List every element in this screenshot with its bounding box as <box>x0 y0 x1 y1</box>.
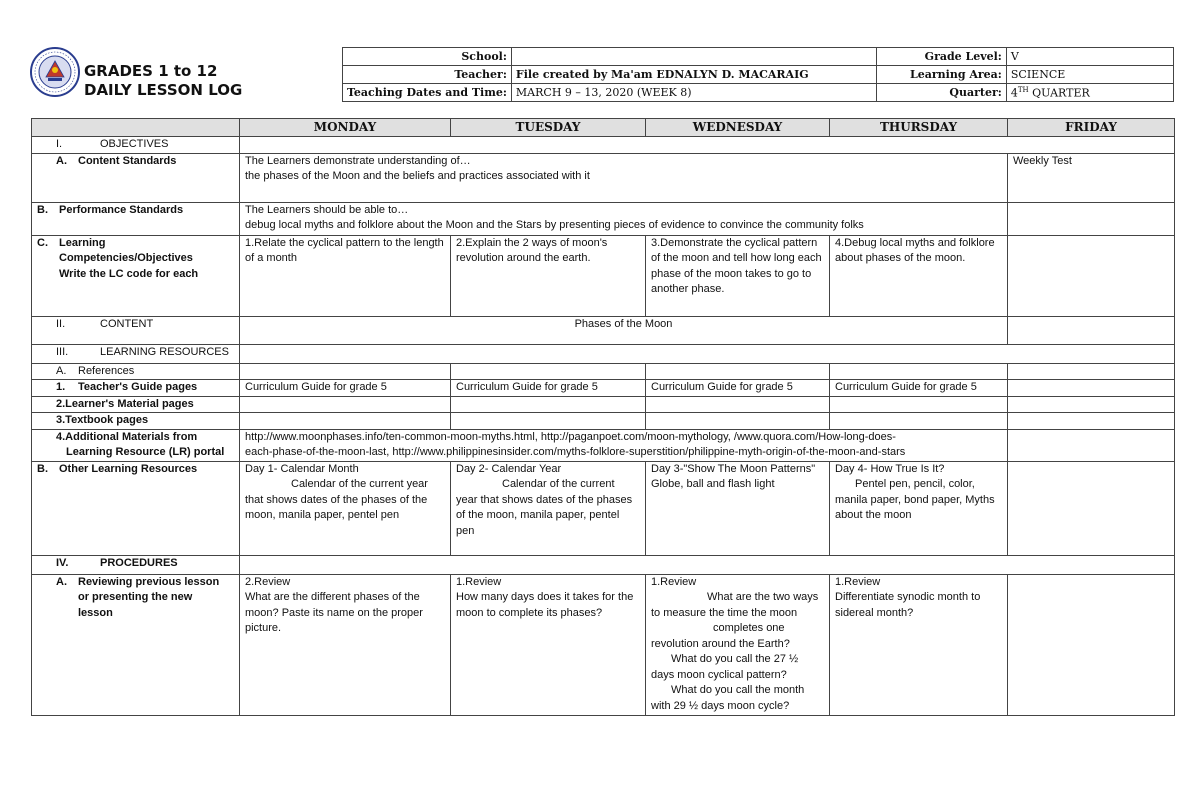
textbook-pages-label: 3.Textbook pages <box>32 413 240 430</box>
teaching-dates-label: Teaching Dates and Time: <box>343 84 512 102</box>
learners-material-label: 2.Learner's Material pages <box>32 396 240 413</box>
performance-standards-value: The Learners should be able to… debug local myths and folklore about the Moon and the Stars by presenting pieces of evidence to convince the community folks <box>240 202 1008 235</box>
content-heading: II. CONTENT <box>32 316 240 344</box>
other-learning-resources-label: B. Other Learning Resources <box>32 461 240 555</box>
quarter-value: 4TH QUARTER <box>1006 84 1173 102</box>
tg-wednesday: Curriculum Guide for grade 5 <box>646 380 830 397</box>
teachers-guide-label: 1. Teacher's Guide pages <box>32 380 240 397</box>
day-header-thursday: THURSDAY <box>830 119 1008 137</box>
title-line-2: DAILY LESSON LOG <box>84 81 243 99</box>
review-monday: 2.Review What are the different phases of the moon? Paste its name on the proper picture. <box>240 574 451 715</box>
olr-thursday: Day 4- How True Is It? Pentel pen, pencil, color, manila paper, bond paper, Myths about the moon <box>830 461 1008 555</box>
tg-monday: Curriculum Guide for grade 5 <box>240 380 451 397</box>
quarter-label: Quarter: <box>877 84 1007 102</box>
document-title <box>84 62 242 100</box>
friday-weekly-test: Weekly Test <box>1008 153 1175 202</box>
learning-area-value: SCIENCE <box>1006 66 1173 84</box>
review-wednesday: 1.Review What are the two ways to measure the time the moon completes one revolution around the Earth? What do you call the 27 ½ days moon cyclical pattern? What do you call the month with 29 ½ days moon cycle? <box>646 574 830 715</box>
day-header-friday: FRIDAY <box>1008 119 1175 137</box>
tg-tuesday: Curriculum Guide for grade 5 <box>451 380 646 397</box>
olr-tuesday: Day 2- Calendar Year Calendar of the current year that shows dates of the phases of the moon, manila paper, pentel pen <box>451 461 646 555</box>
corner-cell <box>32 119 240 137</box>
reviewing-previous-lesson-label: A. Reviewing previous lesson or presenting the new lesson <box>32 574 240 715</box>
school-value <box>511 48 876 66</box>
olr-monday: Day 1- Calendar Month Calendar of the current year that shows dates of the phases of the moon, manila paper, pentel pen <box>240 461 451 555</box>
daily-lesson-log-table <box>31 118 1175 716</box>
content-value: Phases of the Moon <box>240 316 1008 344</box>
lc-monday: 1.Relate the cyclical pattern to the length of a month <box>240 235 451 316</box>
additional-materials-label: 4.Additional Materials from Learning Resource (LR) portal <box>32 429 240 461</box>
content-standards-value: The Learners demonstrate understanding of… the phases of the Moon and the beliefs and practices associated with it <box>240 153 1008 202</box>
learning-area-label: Learning Area: <box>877 66 1007 84</box>
learning-competencies-label: C. Learning Competencies/Objectives Write the LC code for each <box>32 235 240 316</box>
teacher-value: File created by Ma'am EDNALYN D. MACARAIG <box>511 66 876 84</box>
lc-tuesday: 2.Explain the 2 ways of moon's revolution around the earth. <box>451 235 646 316</box>
references-label: A. References <box>32 363 240 380</box>
tg-thursday: Curriculum Guide for grade 5 <box>830 380 1008 397</box>
lc-wednesday: 3.Demonstrate the cyclical pattern of the moon and tell how long each phase of the moon takes to go to another phase. <box>646 235 830 316</box>
review-tuesday: 1.Review How many days does it takes for the moon to complete its phases? <box>451 574 646 715</box>
additional-materials-links: http://www.moonphases.info/ten-common-moon-myths.html, http://paganpoet.com/moon-mythology, /www.quora.com/How-long-does- each-phase-of-the-moon-last, http://www.philippinesinsider.com/myths-folklore-superstition/philippine-myth-origin-of-the-moon-and-stars <box>240 429 1008 461</box>
teaching-dates-value: MARCH 9 – 13, 2020 (WEEK 8) <box>511 84 876 102</box>
olr-wednesday: Day 3-"Show The Moon Patterns" Globe, ball and flash light <box>646 461 830 555</box>
teacher-label: Teacher: <box>343 66 512 84</box>
day-header-wednesday: WEDNESDAY <box>646 119 830 137</box>
day-header-monday: MONDAY <box>240 119 451 137</box>
grade-level-value: V <box>1006 48 1173 66</box>
learning-resources-heading: III. LEARNING RESOURCES <box>32 344 240 363</box>
objectives-heading: I. OBJECTIVES <box>32 137 240 154</box>
content-standards-label: A. Content Standards <box>32 153 240 202</box>
lc-thursday: 4.Debug local myths and folklore about phases of the moon. <box>830 235 1008 316</box>
review-thursday: 1.Review Differentiate synodic month to sidereal month? <box>830 574 1008 715</box>
deped-seal-icon <box>30 47 80 97</box>
performance-standards-label: B. Performance Standards <box>32 202 240 235</box>
grade-level-label: Grade Level: <box>877 48 1007 66</box>
title-line-1: GRADES 1 to 12 <box>84 62 218 80</box>
day-header-tuesday: TUESDAY <box>451 119 646 137</box>
procedures-heading: IV. PROCEDURES <box>32 555 240 574</box>
header-info-table <box>342 47 1174 102</box>
school-label: School: <box>343 48 512 66</box>
